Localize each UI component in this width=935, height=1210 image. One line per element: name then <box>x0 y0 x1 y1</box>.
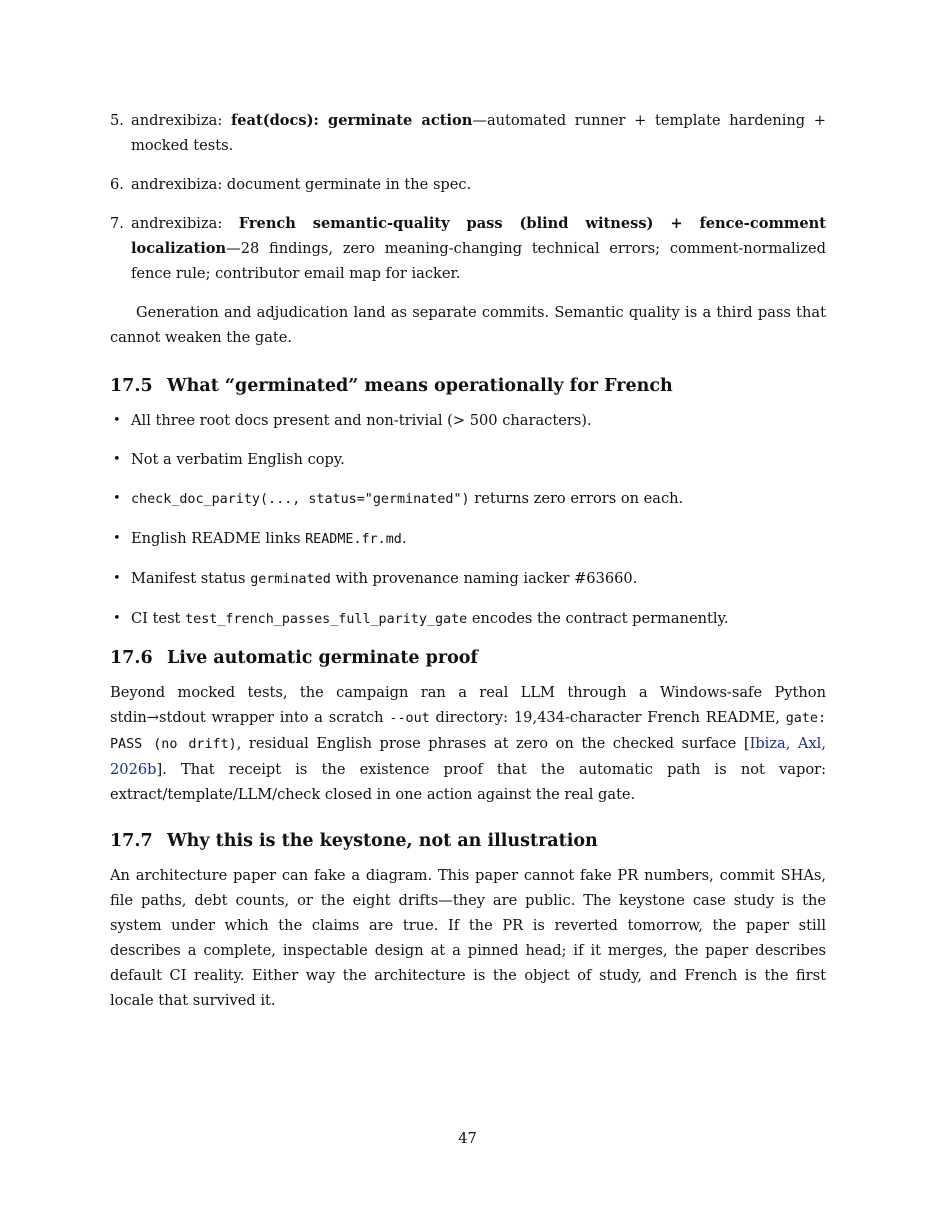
list-number: 7. <box>110 215 124 232</box>
list-item <box>110 108 826 158</box>
page-body <box>110 108 826 1013</box>
keystone-paragraph: An architecture paper can fake a diagram. This paper cannot fake PR numbers, commit SHAs, file paths, debt counts, or the eight drifts—they are public. The keystone case study is the system under which the claims are true. If the PR is reverted tomorrow, the paper still describes a complete, inspectable design at a pinned head; if it merges, the paper describes default CI reality. Either way the architecture is the object of study, and French is the first locale that survived it. <box>110 867 826 1009</box>
text-run: Beyond mocked tests, the campaign ran a real LLM through a Windows-safe Python stdin→stdout wrapper into a scratch <box>110 684 826 726</box>
section-heading-17-5 <box>110 374 826 398</box>
inline-code: test_french_passes_full_parity_gate <box>185 612 468 627</box>
inline-code: germinated <box>250 572 331 587</box>
list-item <box>110 172 826 197</box>
list-item <box>110 566 826 592</box>
list-number: 6. <box>110 176 124 193</box>
bullet-text: CI test <box>131 610 186 627</box>
citation-link[interactable]: Ibiza, Axl, 2026b <box>110 735 826 778</box>
bullet-icon: • <box>113 491 121 506</box>
bullet-text: with provenance naming iacker #63660. <box>330 570 638 587</box>
section-heading-17-6 <box>110 646 826 670</box>
commit-description: —automated runner + template hardening + mocked tests. <box>131 112 827 154</box>
section-title: Live automatic germinate proof <box>167 648 478 668</box>
bullet-text: English README links <box>131 530 306 547</box>
inline-code: --out <box>389 711 430 726</box>
list-item <box>110 447 826 472</box>
bullet-text: . <box>401 530 407 547</box>
commit-author: andrexibiza: <box>131 112 223 129</box>
commit-description: document germinate in the spec. <box>226 176 472 193</box>
bullet-icon: • <box>113 531 121 546</box>
bullet-icon: • <box>113 611 121 626</box>
commit-title: feat(docs): germinate action <box>230 112 473 129</box>
commit-author: andrexibiza: <box>131 215 223 232</box>
bullet-icon: • <box>113 413 121 428</box>
text-run: , residual English prose phrases at zero on the checked surface [ <box>236 735 750 752</box>
bullet-text: Not a verbatim English copy. <box>131 451 345 468</box>
commit-description: —28 findings, zero meaning-changing technical errors; comment-normalized fence rule; contributor email map for iacker. <box>131 240 826 282</box>
section-number: 17.6 <box>110 648 153 668</box>
section-heading-17-7 <box>110 829 826 853</box>
bullet-icon: • <box>113 571 121 586</box>
page-number: 47 <box>458 1130 477 1147</box>
bullet-text: encodes the contract permanently. <box>467 610 729 627</box>
list-item <box>110 606 826 632</box>
section-title: Why this is the keystone, not an illustration <box>167 831 598 851</box>
list-item <box>110 211 826 286</box>
commit-title: French semantic-quality pass (blind witness) + fence-comment localization <box>131 215 826 257</box>
text-run: directory: 19,434-character French README, <box>429 709 786 726</box>
list-number: 5. <box>110 112 124 129</box>
inline-code: gate: PASS (no drift) <box>110 711 827 752</box>
bullet-text: All three root docs present and non-trivial (> 500 characters). <box>131 412 592 429</box>
list-item <box>110 486 826 512</box>
bullet-text: Manifest status <box>131 570 251 587</box>
list-item <box>110 408 826 433</box>
bullet-text: returns zero errors on each. <box>469 490 684 507</box>
inline-code: check_doc_parity(..., status="germinated") <box>131 492 470 507</box>
section-number: 17.5 <box>110 376 153 396</box>
bullet-icon: • <box>113 452 121 467</box>
section-number: 17.7 <box>110 831 153 851</box>
germinated-criteria-list <box>110 408 826 632</box>
live-proof-paragraph <box>110 680 826 807</box>
commit-author: andrexibiza: <box>131 176 223 193</box>
commit-list <box>110 108 826 286</box>
section-title: What “germinated” means operationally for French <box>167 376 673 396</box>
inline-code: README.fr.md <box>305 532 402 547</box>
text-run: ]. That receipt is the existence proof that the automatic path is not vapor: extract/template/LLM/check closed in one action against the real gate. <box>110 761 826 803</box>
list-item <box>110 526 826 552</box>
intro-paragraph: Generation and adjudication land as separate commits. Semantic quality is a third pass that cannot weaken the gate. <box>110 304 826 346</box>
